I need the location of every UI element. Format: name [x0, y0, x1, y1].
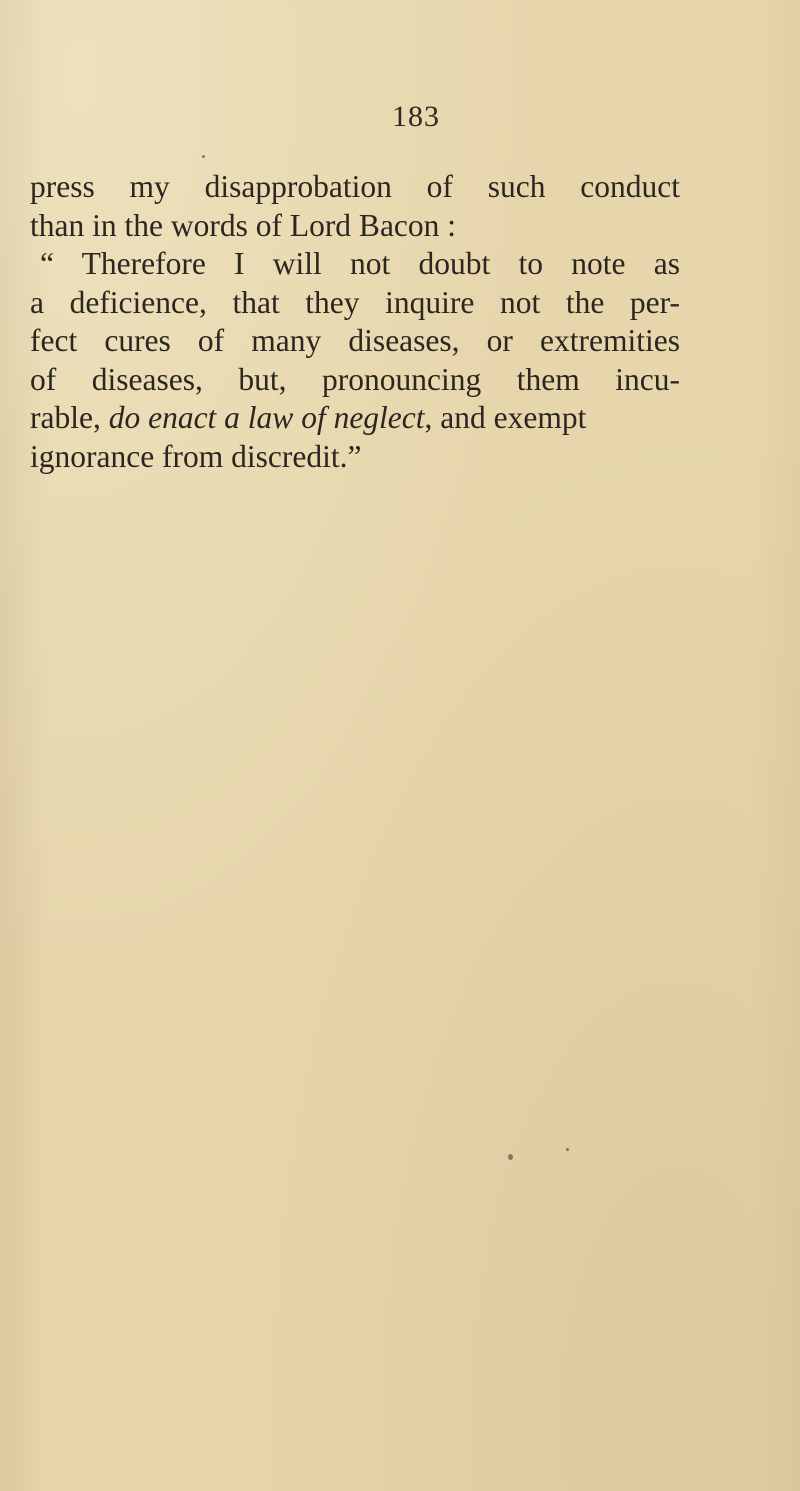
text-run: , and exempt [424, 400, 587, 435]
paper-speck [566, 1148, 569, 1151]
body-paragraph [30, 168, 680, 476]
page-number: 183 [392, 100, 440, 133]
text-line: than in the words of Lord Bacon : [30, 207, 457, 243]
italic-quote: do enact a law of neglect [108, 400, 425, 435]
text-line: press my disapprobation of such conduct [30, 169, 680, 204]
text-line [30, 399, 680, 438]
text-line: of diseases, but, pronouncing them incu- [30, 361, 680, 397]
text-line: ignorance from discredit.” [30, 438, 362, 474]
paper-speck [508, 1154, 513, 1160]
text-run: rable, [30, 400, 109, 435]
text-line: fect cures of many diseases, or extremities [30, 323, 680, 358]
text-line: a deficience, that they inquire not the per- [30, 284, 680, 320]
paper-speck [202, 155, 205, 158]
text-line: “ Therefore I will not doubt to note as [40, 246, 680, 281]
